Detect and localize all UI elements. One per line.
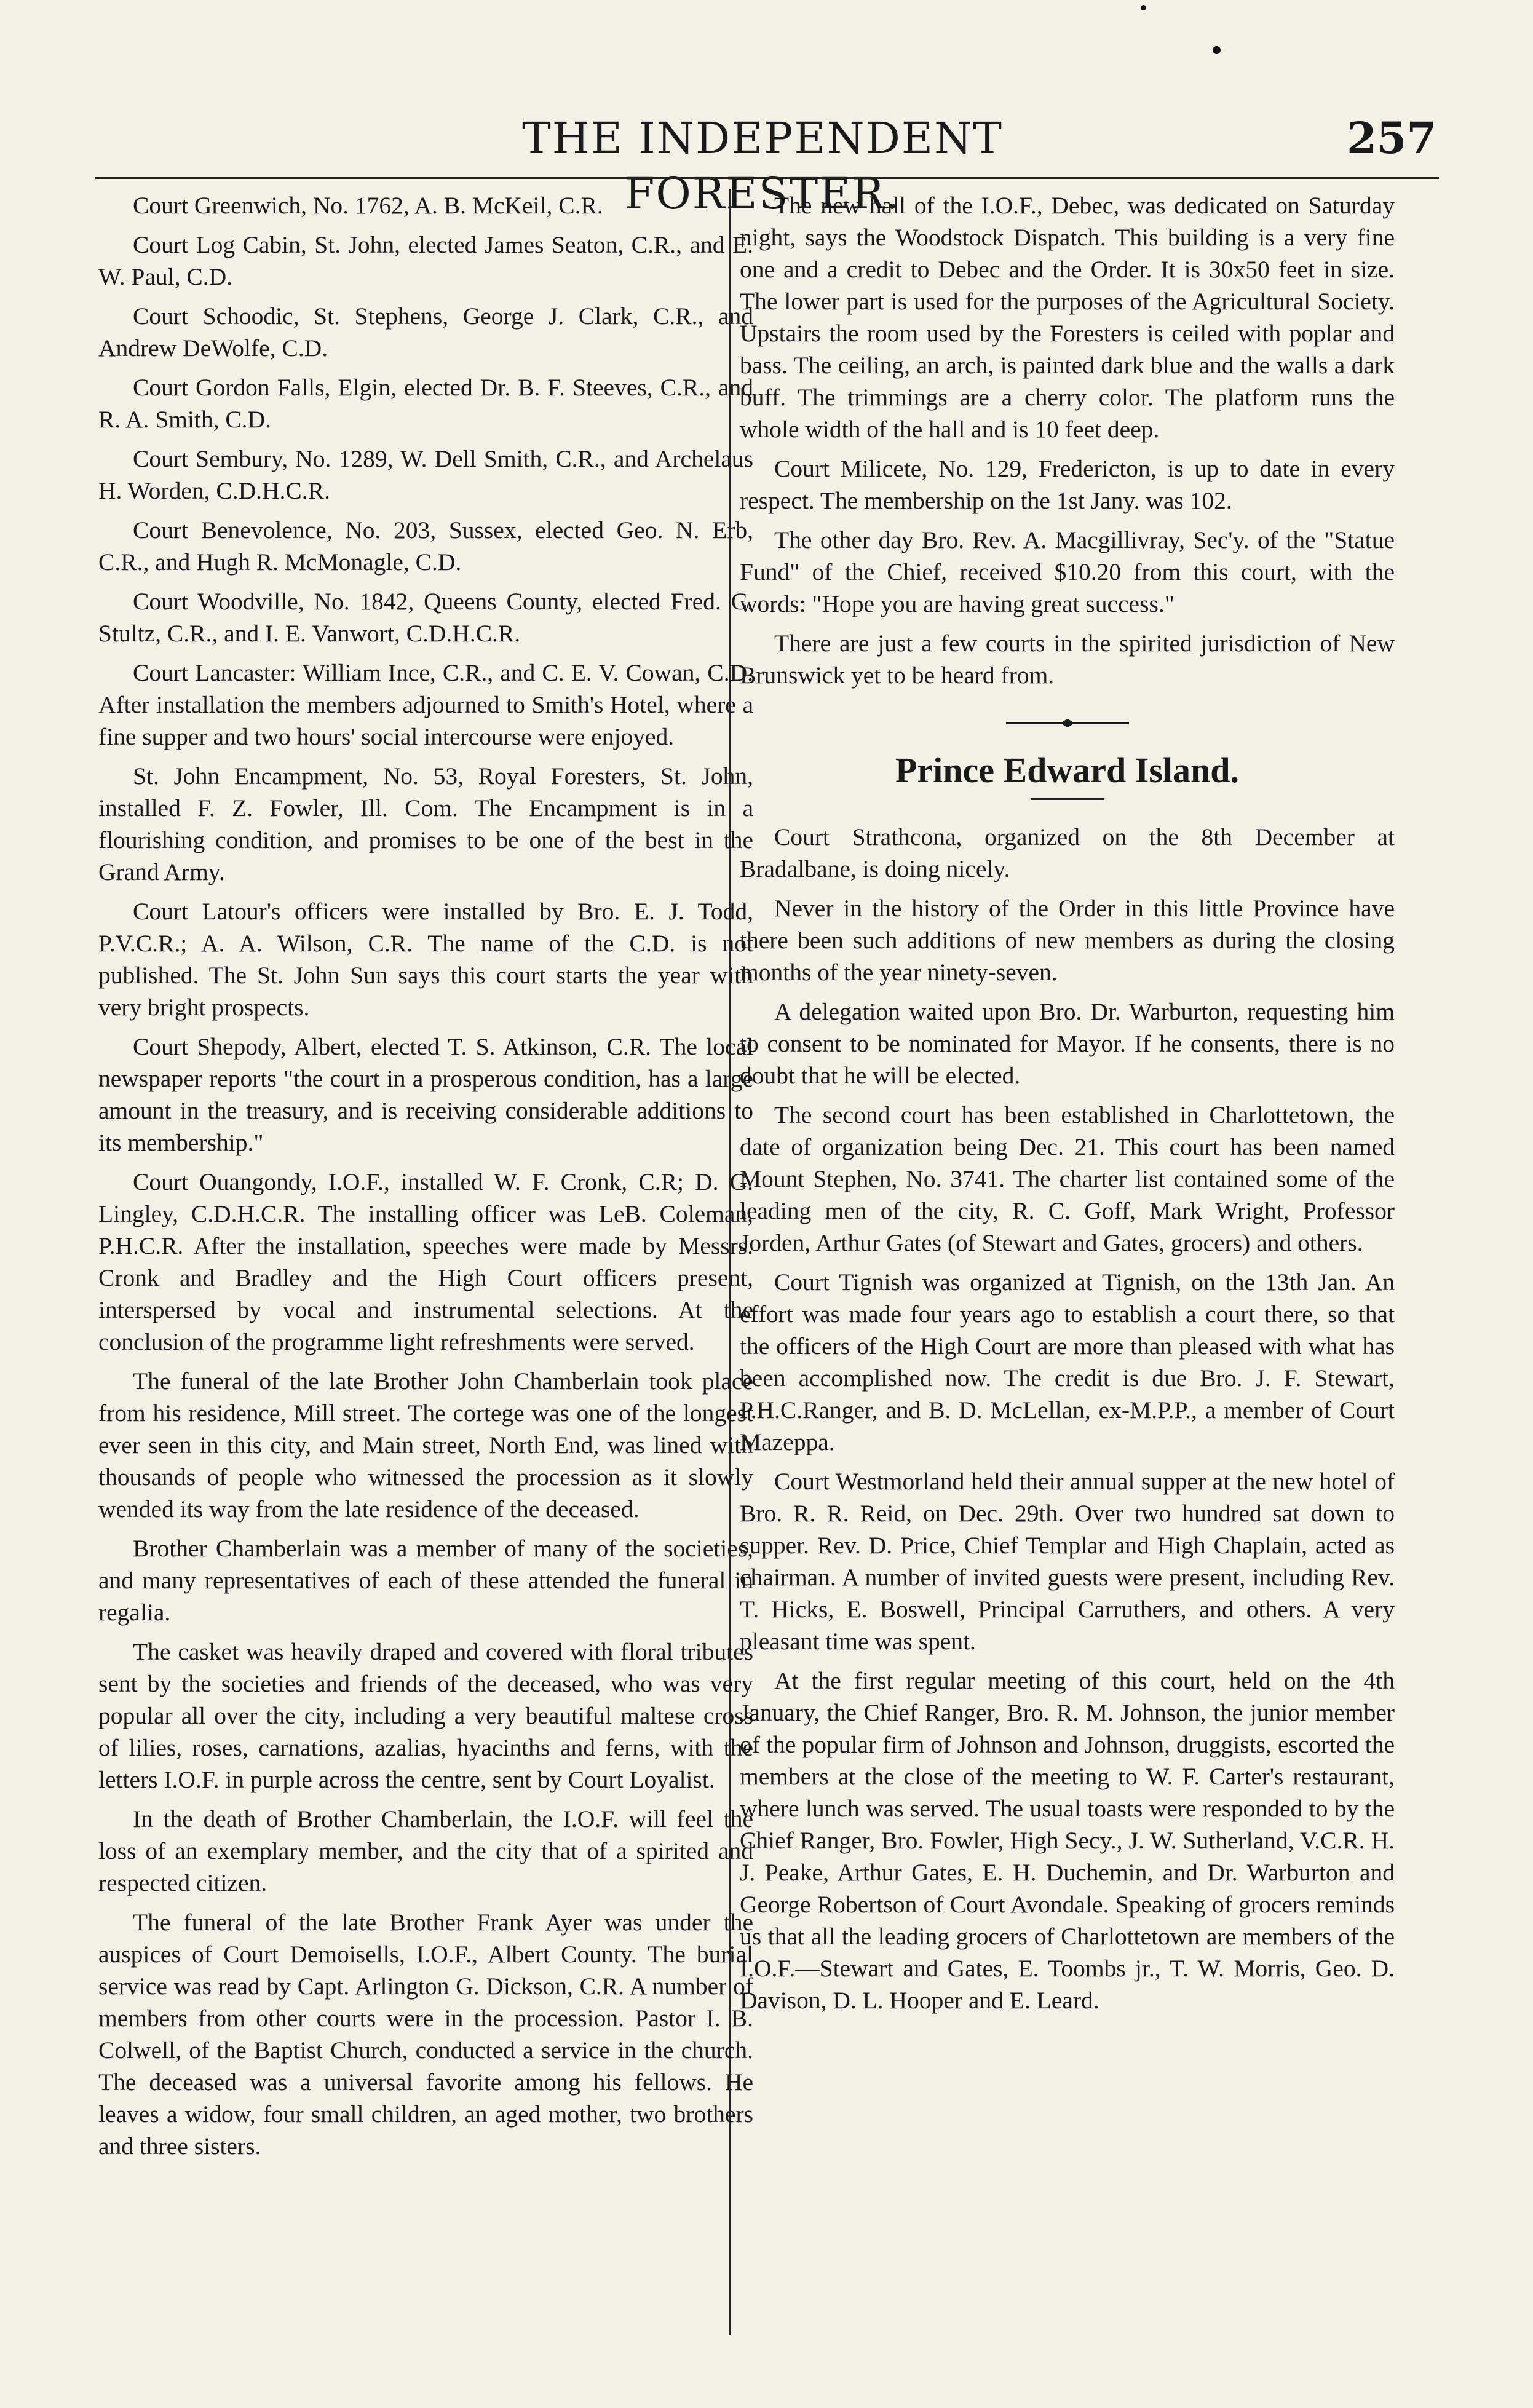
paragraph: Never in the history of the Order in this little Province have there been such additions of new members as during the closing months of the year ninety-seven. — [740, 895, 1395, 986]
paragraph: Court Log Cabin, St. John, elected James Seaton, C.R., and E. W. Paul, C.D. — [98, 231, 753, 290]
paragraph: Court Latour's officers were installed by Bro. E. J. Todd, P.V.C.R.; A. A. Wilson, C.R. The name of the C.D. is not published. The St. John Sun says this court starts the year with very bright prospects. — [98, 898, 753, 1021]
section-heading: Prince Edward Island. — [895, 750, 1240, 790]
paragraph: Court Lancaster: William Ince, C.R., and C. E. V. Cowan, C.D. After installation the members adjourned to Smith's Hotel, where a fine supper and two hours' social intercourse were enjoyed. — [98, 659, 753, 750]
paragraph: Court Shepody, Albert, elected T. S. Atkinson, C.R. The local newspaper reports "the court in a prosperous condition, has a large amount in the treasury, and is receiving considerable additions to its membership." — [98, 1033, 753, 1156]
paragraph: Court Woodville, No. 1842, Queens County, elected Fred. C. Stultz, C.R., and I. E. Vanwort, C.D.H.C.R. — [98, 588, 753, 647]
paragraph: Court Gordon Falls, Elgin, elected Dr. B. F. Steeves, C.R., and R. A. Smith, C.D. — [98, 374, 753, 433]
paragraph: The funeral of the late Brother Frank Ayer was under the auspices of Court Demoisells, I.O.F., Albert County. The burial service was read by Capt. Arlington G. Dickson, C.R. A number of members from other courts were in the procession. Pastor I. B. Colwell, of the Baptist Church, conducted a service in the church. The deceased was a universal favorite among his fellows. He leaves a widow, four small children, an aged mother, two brothers and three sisters. — [98, 1909, 753, 2160]
print-speck — [1213, 46, 1221, 54]
paragraph: St. John Encampment, No. 53, Royal Foresters, St. John, installed F. Z. Fowler, Ill. Com. The Encampment is in a flourishing condition, and promises to be one of the best in the Grand Army. — [98, 762, 753, 885]
paragraph: Court Ouangondy, I.O.F., installed W. F. Cronk, C.R; D. G. Lingley, C.D.H.C.R. The installing officer was LeB. Coleman, P.H.C.R. After the installation, speeches were made by Messrs. Cronk and Bradley and the High Court officers present, interspersed by vocal and instrumental selections. At the conclusion of the programme light refreshments were served. — [98, 1168, 753, 1355]
right-column — [740, 189, 1395, 2378]
paragraph: There are just a few courts in the spirited jurisdiction of New Brunswick yet to be heard from. — [740, 630, 1395, 689]
paragraph: Court Benevolence, No. 203, Sussex, elected Geo. N. Erb, C.R., and Hugh R. McMonagle, C.D. — [98, 517, 753, 576]
column-divider — [729, 189, 731, 2335]
running-header-title: THE INDEPENDENT FORESTER. — [522, 113, 1003, 219]
paragraph: A delegation waited upon Bro. Dr. Warburton, requesting him to consent to be nominated for Mayor. If he consents, there is no doubt that he will be elected. — [740, 998, 1395, 1089]
left-column — [98, 189, 753, 2378]
paragraph: The casket was heavily draped and covered with floral tributes sent by the societies and friends of the deceased, who was very popular all over the city, including a very beautiful maltese cross of lilies, roses, carnations, azalias, hyacinths and ferns, with the letters I.O.F. in purple across the centre, sent by Court Loyalist. — [98, 1638, 753, 1793]
header-rule — [95, 177, 1439, 179]
paragraph: Court Tignish was organized at Tignish, on the 13th Jan. An effort was made four years ago to establish a court there, so that the officers of the High Court are more than pleased with what has been accomplished now. The credit is due Bro. J. F. Stewart, P.H.C.Ranger, and B. D. McLellan, ex-M.P.P., a member of Court Mazeppa. — [740, 1269, 1395, 1455]
paragraph: In the death of Brother Chamberlain, the I.O.F. will feel the loss of an exemplary member, and the city that of a spirited and respected citizen. — [98, 1805, 753, 1896]
ornament-icon — [1006, 718, 1129, 729]
page-number: 257 — [1347, 113, 1437, 164]
ornamental-divider — [740, 705, 1395, 737]
paragraph: At the first regular meeting of this court, held on the 4th January, the Chief Ranger, Bro. R. M. Johnson, the junior member of the popular firm of Johnson and Johnson, druggists, escorted the members at the close of the meeting to W. F. Carter's restaurant, where lunch was served. The usual toasts were responded to by the Chief Ranger, Bro. Fowler, High Secy., J. W. Sutherland, V.C.R. H. J. Peake, Arthur Gates, E. H. Duchemin, and Dr. Warburton and George Robertson of Court Avondale. Speaking of grocers reminds us that all the leading grocers of Charlottetown are members of the I.O.F.—Stewart and Gates, E. Toombs jr., T. W. Morris, Geo. D. Davison, D. L. Hooper and E. Leard. — [740, 1667, 1395, 2014]
paragraph: The new hall of the I.O.F., Debec, was dedicated on Saturday night, says the Woodstock Dispatch. This building is a very fine one and a credit to Debec and the Order. It is 30x50 feet in size. The lower part is used for the purposes of the Agricultural Society. Upstairs the room used by the Foresters is ceiled with poplar and bass. The ceiling, an arch, is painted dark blue and the walls a dark buff. The trimmings are a cherry color. The platform runs the whole width of the hall and is 10 feet deep. — [740, 192, 1395, 443]
paragraph: The second court has been established in Charlottetown, the date of organization being Dec. 21. This court has been named Mount Stephen, No. 3741. The charter list contained some of the leading men of the city, R. C. Goff, Mark Wright, Professor Jorden, Arthur Gates (of Stewart and Gates, grocers) and others. — [740, 1101, 1395, 1256]
paragraph: Court Schoodic, St. Stephens, George J. Clark, C.R., and Andrew DeWolfe, C.D. — [98, 303, 753, 362]
paragraph: Court Strathcona, organized on the 8th December at Bradalbane, is doing nicely. — [740, 823, 1395, 882]
heading-rule — [1031, 798, 1104, 800]
paragraph: Brother Chamberlain was a member of many of the societies, and many representatives of each of these attended the funeral in regalia. — [98, 1535, 753, 1626]
paragraph: The other day Bro. Rev. A. Macgillivray, Sec'y. of the "Statue Fund" of the Chief, received $10.20 from this court, with the words: "Hope you are having great success." — [740, 526, 1395, 617]
print-speck — [1141, 5, 1146, 10]
paragraph: The funeral of the late Brother John Chamberlain took place from his residence, Mill street. The cortege was one of the longest ever seen in this city, and Main street, North End, was lined with thousands of people who witnessed the procession as it slowly wended its way from the late residence of the deceased. — [98, 1368, 753, 1523]
paragraph: Court Westmorland held their annual supper at the new hotel of Bro. R. R. Reid, on Dec. 29th. Over two hundred sat down to supper. Rev. D. Price, Chief Templar and High Chaplain, acted as chairman. A number of invited guests were present, including Rev. T. Hicks, E. Boswell, Principal Carruthers, and others. A very pleasant time was spent. — [740, 1468, 1395, 1655]
paragraph: Court Greenwich, No. 1762, A. B. McKeil, C.R. — [133, 192, 603, 219]
paragraph: Court Sembury, No. 1289, W. Dell Smith, C.R., and Archelaus H. Worden, C.D.H.C.R. — [98, 445, 753, 504]
paragraph: Court Milicete, No. 129, Fredericton, is up to date in every respect. The membership on the 1st Jany. was 102. — [740, 455, 1395, 514]
